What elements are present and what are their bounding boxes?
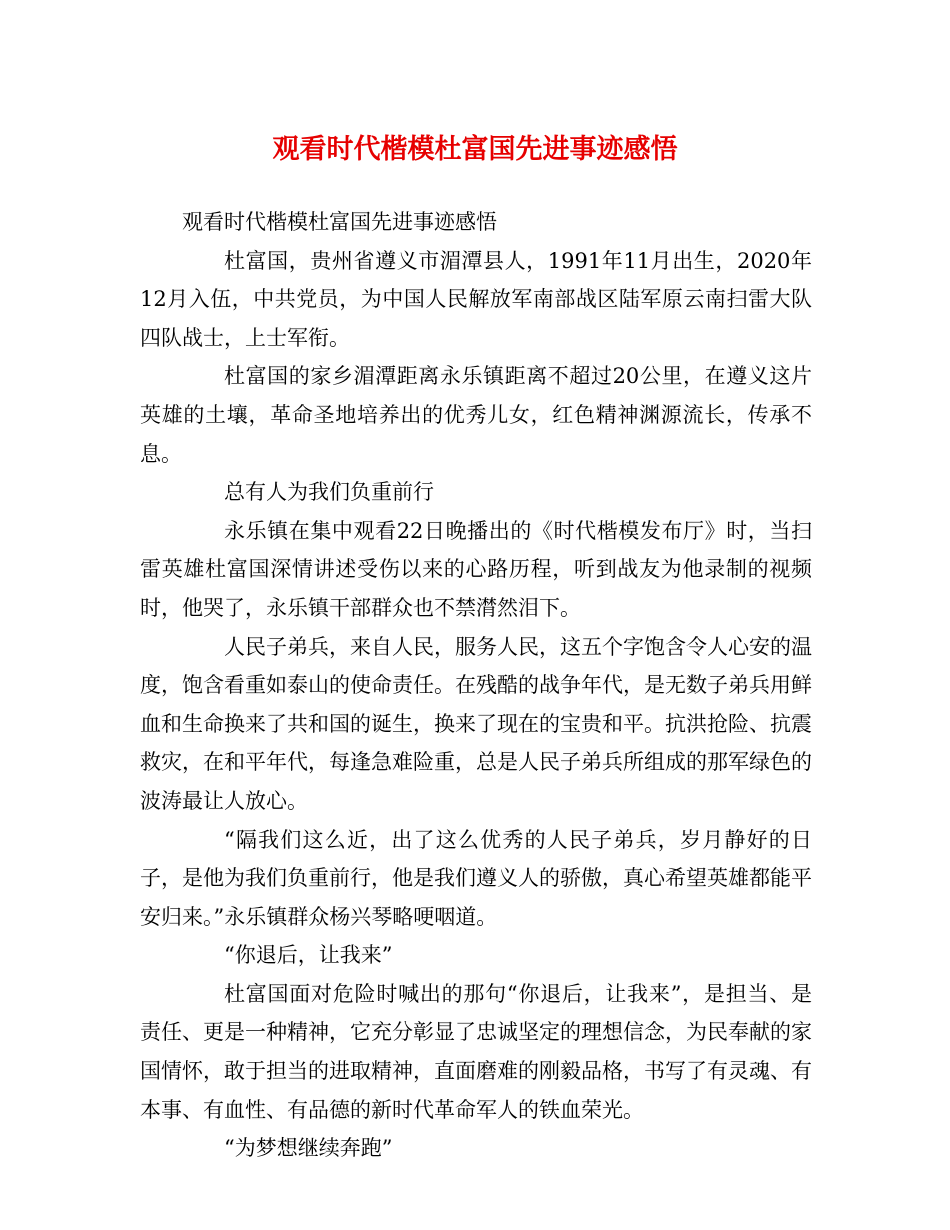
paragraph-hometown: 杜富国的家乡湄潭距离永乐镇距离不超过20公里，在遵义这片英雄的土壤，革命圣地培养出的优秀儿女，红色精神渊源流长，传承不息。 — [140, 364, 812, 466]
paragraph-soldiers: 人民子弟兵，来自人民，服务人民，这五个字饱含令人心安的温度，饱含看重如泰山的使命责任。在残酷的战争年代，是无数子弟兵用鲜血和生命换来了共和国的诞生，换来了现在的宝贵和平。抗洪抢险、抗震救灾，在和平年代，每逢急难险重，总是人民子弟兵所组成的那军绿色的波涛最让人放心。 — [140, 634, 812, 813]
document-body — [140, 203, 812, 1168]
paragraph-subtitle: 观看时代楷模杜富国先进事迹感悟 — [182, 210, 497, 234]
paragraph-spirit: 杜富国面对危险时喊出的那句“你退后，让我来”，是担当、是责任、更是一种精神，它充分彰显了忠诚坚定的理想信念，为民奉献的家国情怀，敢于担当的进取精神，直面磨难的刚毅品格，书写了有灵魂、有本事、有血性、有品德的新时代革命军人的铁血荣光。 — [140, 981, 812, 1122]
section-heading-2: “你退后，让我来” — [224, 943, 393, 968]
paragraph-intro: 杜富国，贵州省遵义市湄潭县人，1991年11月出生，2020年12月入伍，中共党员，为中国人民解放军南部战区陆军原云南扫雷大队四队战士，上士军衔。 — [140, 248, 812, 350]
paragraph-viewing: 永乐镇在集中观看22日晚播出的《时代楷模发布厅》时，当扫雷英雄杜富国深情讲述受伤以来的心路历程，听到战友为他录制的视频时，他哭了，永乐镇干部群众也不禁潸然泪下。 — [140, 518, 812, 620]
paragraph-quote: “隔我们这么近，出了这么优秀的人民子弟兵，岁月静好的日子，是他为我们负重前行，他是我们遵义人的骄傲，真心希望英雄都能平安归来。”永乐镇群众杨兴琴略哽咽道。 — [140, 827, 812, 929]
section-heading-3: “为梦想继续奔跑” — [224, 1136, 393, 1161]
section-heading-1: 总有人为我们负重前行 — [224, 480, 434, 505]
document-title: 观看时代楷模杜富国先进事迹感悟 — [272, 134, 678, 165]
